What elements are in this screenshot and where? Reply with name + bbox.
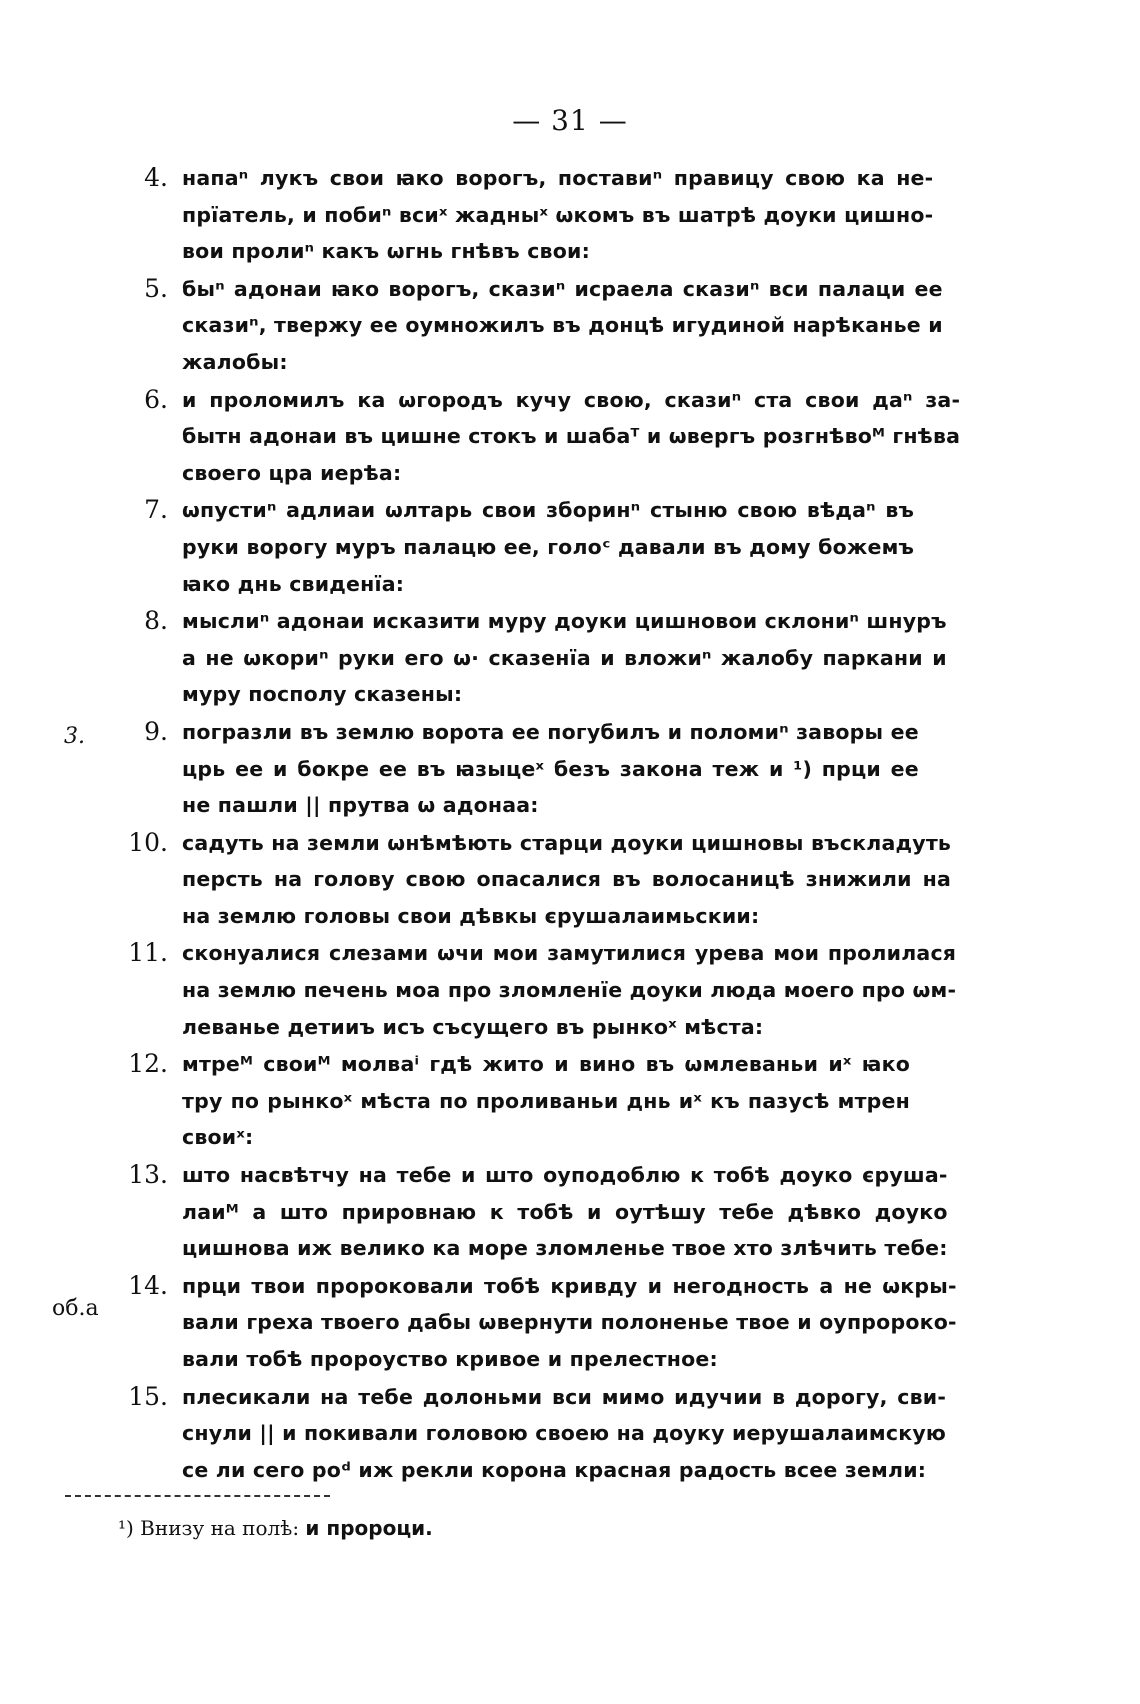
footnote-divider: [65, 1495, 330, 1497]
verse: [110, 1268, 957, 1378]
verse-line: лаиᴹ а што прировнаю к тобѣ и оутѣшу тебе дѣвко доуко: [182, 1199, 948, 1224]
verse-text: [182, 382, 960, 492]
footnote-text: и пророци.: [305, 1516, 433, 1540]
verse-number: 14.: [128, 1270, 168, 1300]
verse-line: што насвѣтчу на тебе и што оуподоблю к тобѣ доуко єруша-: [182, 1163, 948, 1188]
verse: [110, 160, 934, 270]
verse-line: вали греха твоего дабы ѡвернути полоненье твое и оупророко-: [182, 1310, 957, 1335]
verse-line: сконуалися слезами ѡчи мои замутилися урева мои пролилася: [182, 941, 957, 966]
verse: [110, 935, 957, 1045]
verse-number: 9.: [144, 716, 168, 746]
verse-text: [182, 603, 947, 713]
footnote: [118, 1516, 433, 1540]
verse: [110, 714, 919, 824]
verse-line: сказиⁿ, твержу ее оумножилъ въ донцѣ игудиной нарѣканье и: [182, 313, 943, 338]
verse-number: 10.: [128, 827, 168, 857]
verse-line: ѡпустиⁿ адлиаи ѡлтарь свои зборинⁿ стыню свою вѣдаⁿ въ: [182, 498, 915, 523]
verse-number: 6.: [144, 384, 168, 414]
verse-line: тру по рынкоˣ мѣста по проливаньи днь иˣ къ пазусѣ мтрен: [182, 1088, 910, 1113]
verse-text: [182, 1157, 948, 1267]
verse-number: 11.: [128, 938, 168, 968]
verse-text: [182, 1379, 946, 1489]
verse: [110, 1379, 947, 1489]
verse-line: вали тобѣ пророуство кривое и прелестное:: [182, 1347, 718, 1371]
footnote-label: ¹) Внизу на полѣ:: [118, 1516, 300, 1540]
verse-number: 8.: [144, 606, 168, 636]
verse-line: и проломилъ ка ѡгородъ кучу свою, сказиⁿ ста свои даⁿ за-: [182, 387, 961, 412]
verse-line: жалобы:: [182, 349, 288, 374]
page-number: — 31 —: [512, 104, 628, 137]
verse-line: плесикали на тебе долоньми вси мимо идучии в дорогу, сви-: [182, 1384, 947, 1409]
verse-number: 13.: [128, 1160, 168, 1190]
verse: [110, 382, 961, 492]
verse-line: се ли сего роᵈ иж рекли корона красная радость всее земли:: [182, 1457, 927, 1482]
verse-line: мыслиⁿ адонаи исказити муру доуки цишновои склониⁿ шнуръ: [182, 609, 947, 634]
verse-line: мтреᴹ своиᴹ молваⁱ гдѣ жито и вино въ ѡмлеваньи иˣ ꙗко: [182, 1052, 910, 1077]
margin-note-ob: об.а: [52, 1296, 99, 1321]
verse: [110, 1046, 910, 1156]
verse-line: бытн адонаи въ цишне стокъ и шабаᵀ и ѡвергъ розгнѣвоᴹ гнѣва: [182, 424, 961, 449]
verse-line: на землю головы свои дѣвкы єрушалаимьскии:: [182, 903, 760, 928]
verse-text: [182, 825, 951, 935]
verse-line: муру посполу сказены:: [182, 682, 463, 707]
verse-line: снули || и покивали головою своею на доуку иерушалаимскую: [182, 1421, 947, 1446]
verse: [110, 603, 947, 713]
verse-line: а не ѡкориⁿ руки его ѡ· сказенïа и вложиⁿ жалобу паркани и: [182, 645, 947, 670]
verse-number: 12.: [128, 1049, 168, 1079]
verse: [110, 1157, 948, 1267]
verse-line: прïатель, и побиⁿ всиˣ жадныˣ ѡкомъ въ шатрѣ доуки цишно-: [182, 202, 934, 227]
verse-line: руки ворогу муръ палацю ее, голоᶜ давали въ дому божемъ: [182, 534, 915, 559]
verse: [110, 271, 943, 381]
verse-list: [110, 160, 961, 1489]
verse-line: ꙗко днь свиденïа:: [182, 571, 405, 596]
verse: [110, 492, 915, 602]
verse-text: [182, 271, 943, 381]
verse-line: своиˣ:: [182, 1125, 254, 1150]
verse-line: прци твои пророковали тобѣ кривду и негодность а не ѡкры-: [182, 1273, 957, 1298]
verse-text: [182, 935, 956, 1045]
verse: [110, 825, 952, 935]
verse-line: садуть на земли ѡнѣмѣють старци доуки цишновы въскладуть: [182, 830, 952, 855]
margin-note-3: 3.: [64, 724, 85, 749]
verse-text: [182, 714, 919, 824]
verse-number: 5.: [144, 273, 168, 303]
verse-text: [182, 160, 933, 270]
verse-line: на землю печень моа про зломленïе доуки люда моего про ѡм-: [182, 978, 957, 1003]
verse-line: погразли въ землю ворота ее погубилъ и поломиⁿ заворы ее: [182, 719, 919, 744]
verse-line: напаⁿ лукъ свои ꙗко ворогъ, поставиⁿ правицу свою ка не-: [182, 166, 934, 190]
verse-text: [182, 492, 914, 602]
verse-text: [182, 1046, 910, 1156]
verse-text: [182, 1268, 957, 1378]
verse-line: своего цра иерѣа:: [182, 460, 402, 485]
verse-number: 7.: [144, 495, 168, 525]
verse-number: 15.: [128, 1381, 168, 1411]
verse-line: вои пролиⁿ какъ ѡгнь гнѣвъ свои:: [182, 239, 590, 264]
verse-number: 4.: [144, 163, 168, 192]
verse-line: леванье детииъ исъ съсущего въ рынкоˣ мѣста:: [182, 1014, 764, 1039]
verse-line: црь ее и бокре ее въ ꙗзыцеˣ безъ закона теж и ¹) прци ее: [182, 756, 919, 781]
verse-line: персть на голову свою опасалися въ волосаницѣ знижили на: [182, 867, 952, 892]
verse-line: быⁿ адонаи ꙗко ворогъ, сказиⁿ исраела сказиⁿ вси палаци ее: [182, 276, 943, 301]
verse-line: не пашли || прутва ѡ адонаа:: [182, 793, 539, 818]
verse-line: цишнова иж велико ка море зломленье твое хто злѣчить тебе:: [182, 1236, 948, 1261]
